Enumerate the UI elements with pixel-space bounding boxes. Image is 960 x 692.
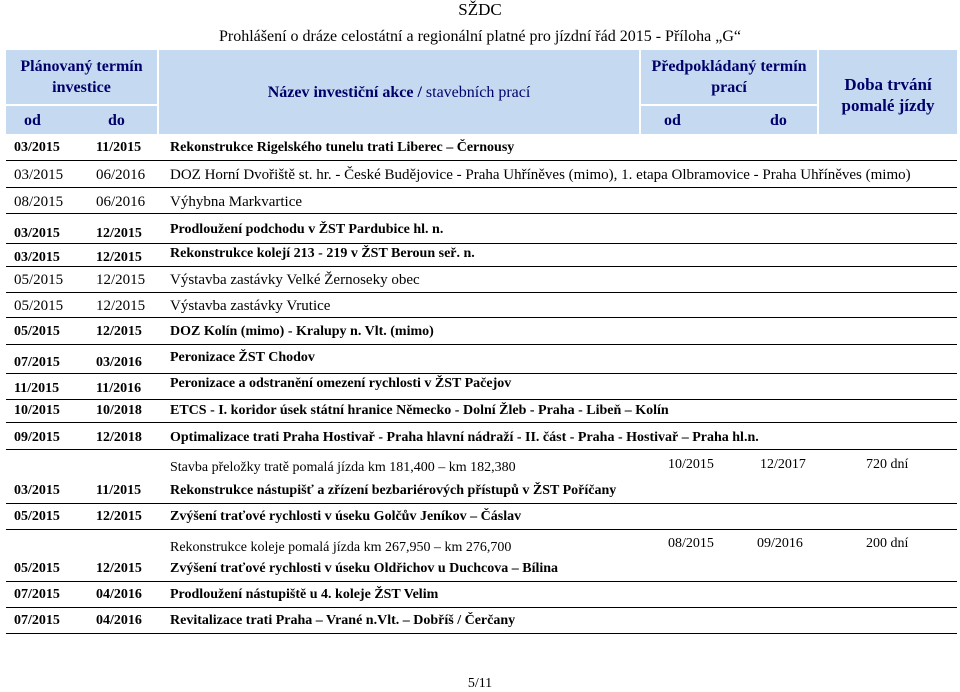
row-divider [6,317,957,318]
row-divider [6,373,957,374]
row-name: Rekonstrukce kolejí 213 - 219 v ŽST Beroun seř. n. [170,246,475,261]
row-od: 03/2015 [14,250,60,265]
action-name-header: Název investiční akce / stavebních prací [267,84,531,101]
row-od: 10/2015 [14,403,60,418]
row-name: Rekonstrukce Rigelského tunelu trati Liberec – Černousy [170,140,515,155]
row-od: 05/2015 [14,509,60,524]
subwork-name: Rekonstrukce koleje pomalá jízda km 267,950 – km 276,700 [170,540,512,555]
page-number: 5/11 [467,676,493,691]
document-subtitle: Prohlášení o dráze celostátní a regionální platné pro jízdní řád 2015 - Příloha „G“ [218,28,742,45]
row-od: 03/2015 [14,167,64,183]
slow-ride-duration-header: Doba trvání pomalé jízdy [841,75,935,115]
row-od: 05/2015 [14,272,64,288]
subwork-name: Stavba přeložky tratě pomalá jízda km 181,400 – km 182,380 [170,460,516,475]
row-divider [6,503,957,504]
row-do: 11/2015 [96,140,142,155]
row-divider [6,449,957,450]
row-divider [6,160,957,161]
row-od: 09/2015 [14,430,60,445]
row-name: Výhybna Markvartice [170,194,303,210]
row-name: Peronizace a odstranění omezení rychlosti v ŽST Pačejov [170,376,512,391]
row-od: 05/2015 [14,561,60,576]
row-do: 06/2016 [96,167,146,183]
row-divider [6,633,957,634]
row-od: 07/2015 [14,355,60,370]
subwork-do: 09/2016 [757,536,803,551]
row-do: 11/2015 [96,483,142,498]
row-divider [6,243,957,244]
subwork-duration: 720 dní [866,457,909,472]
row-do: 12/2015 [96,509,142,524]
row-do: 12/2015 [96,298,146,314]
subwork-do: 12/2017 [760,457,806,472]
subwork-duration: 200 dní [866,536,909,551]
row-divider [6,187,957,188]
row-do: 12/2015 [96,226,142,241]
row-name: Rekonstrukce nástupišť a zřízení bezbariérových přístupů v ŽST Poříčany [170,483,617,498]
row-od: 05/2015 [14,324,60,339]
row-name: Prodloužení nástupiště u 4. koleje ŽST Velim [170,587,439,602]
subwork-od: 10/2015 [668,457,714,472]
row-do: 11/2016 [96,381,142,396]
row-do: 04/2016 [96,613,142,628]
row-od: 03/2015 [14,140,60,155]
row-do: 12/2015 [96,561,142,576]
row-name: Výstavba zastávky Velké Žernoseky obec [170,272,420,288]
row-od: 03/2015 [14,226,60,241]
row-do: 10/2018 [96,403,142,418]
row-name: Optimalizace trati Praha Hostivař - Praha hlavní nádraží - II. část - Praha - Hostivař – Praha hl.n. [170,430,759,445]
row-divider [6,399,957,400]
row-do: 03/2016 [96,355,142,370]
organization-title: SŽDC [458,0,502,19]
row-od: 07/2015 [14,613,60,628]
row-divider [6,529,957,530]
expected-od-header: od [664,112,681,129]
row-name: ETCS - I. koridor úsek státní hranice Německo - Dolní Žleb - Praha - Libeň – Kolín [170,403,669,418]
row-divider [6,292,957,293]
row-name: Výstavba zastávky Vrutice [170,298,331,314]
row-divider [6,422,957,423]
row-name: Revitalizace trati Praha – Vrané n.Vlt. – Dobříš / Čerčany [170,613,516,628]
row-od: 08/2015 [14,194,64,210]
row-divider [6,581,957,582]
row-name: Zvýšení traťové rychlosti v úseku Golčův Jeníkov – Čáslav [170,509,522,524]
row-name: Peronizace ŽST Chodov [170,350,315,365]
row-od: 03/2015 [14,483,60,498]
expected-do-header: do [770,112,787,129]
row-divider [6,344,957,345]
row-od: 07/2015 [14,587,60,602]
planned-do-header: do [108,112,125,129]
row-name: DOZ Kolín (mimo) - Kralupy n. Vlt. (mimo) [170,324,434,339]
planned-term-header: Plánovaný termín investice [20,58,143,96]
row-od: 11/2015 [14,381,60,396]
expected-term-header: Předpokládaný termín prací [651,58,807,96]
row-divider [6,607,957,608]
row-do: 12/2015 [96,250,142,265]
row-do: 04/2016 [96,587,142,602]
row-do: 12/2018 [96,430,142,445]
row-od: 05/2015 [14,298,64,314]
row-do: 12/2015 [96,272,146,288]
row-name: Prodloužení podchodu v ŽST Pardubice hl. n. [170,222,444,237]
row-do: 12/2015 [96,324,142,339]
row-do: 06/2016 [96,194,146,210]
row-divider [6,213,957,214]
row-divider [6,266,957,267]
table-header [6,50,957,134]
row-name: Zvýšení traťové rychlosti v úseku Oldřichov u Duchcova – Bílina [170,561,559,576]
row-name: DOZ Horní Dvořiště st. hr. - České Budějovice - Praha Uhříněves (mimo), 1. etapa Olbramovice - Praha Uhříněves (mimo) [170,167,911,183]
planned-od-header: od [24,112,41,129]
subwork-od: 08/2015 [668,536,714,551]
